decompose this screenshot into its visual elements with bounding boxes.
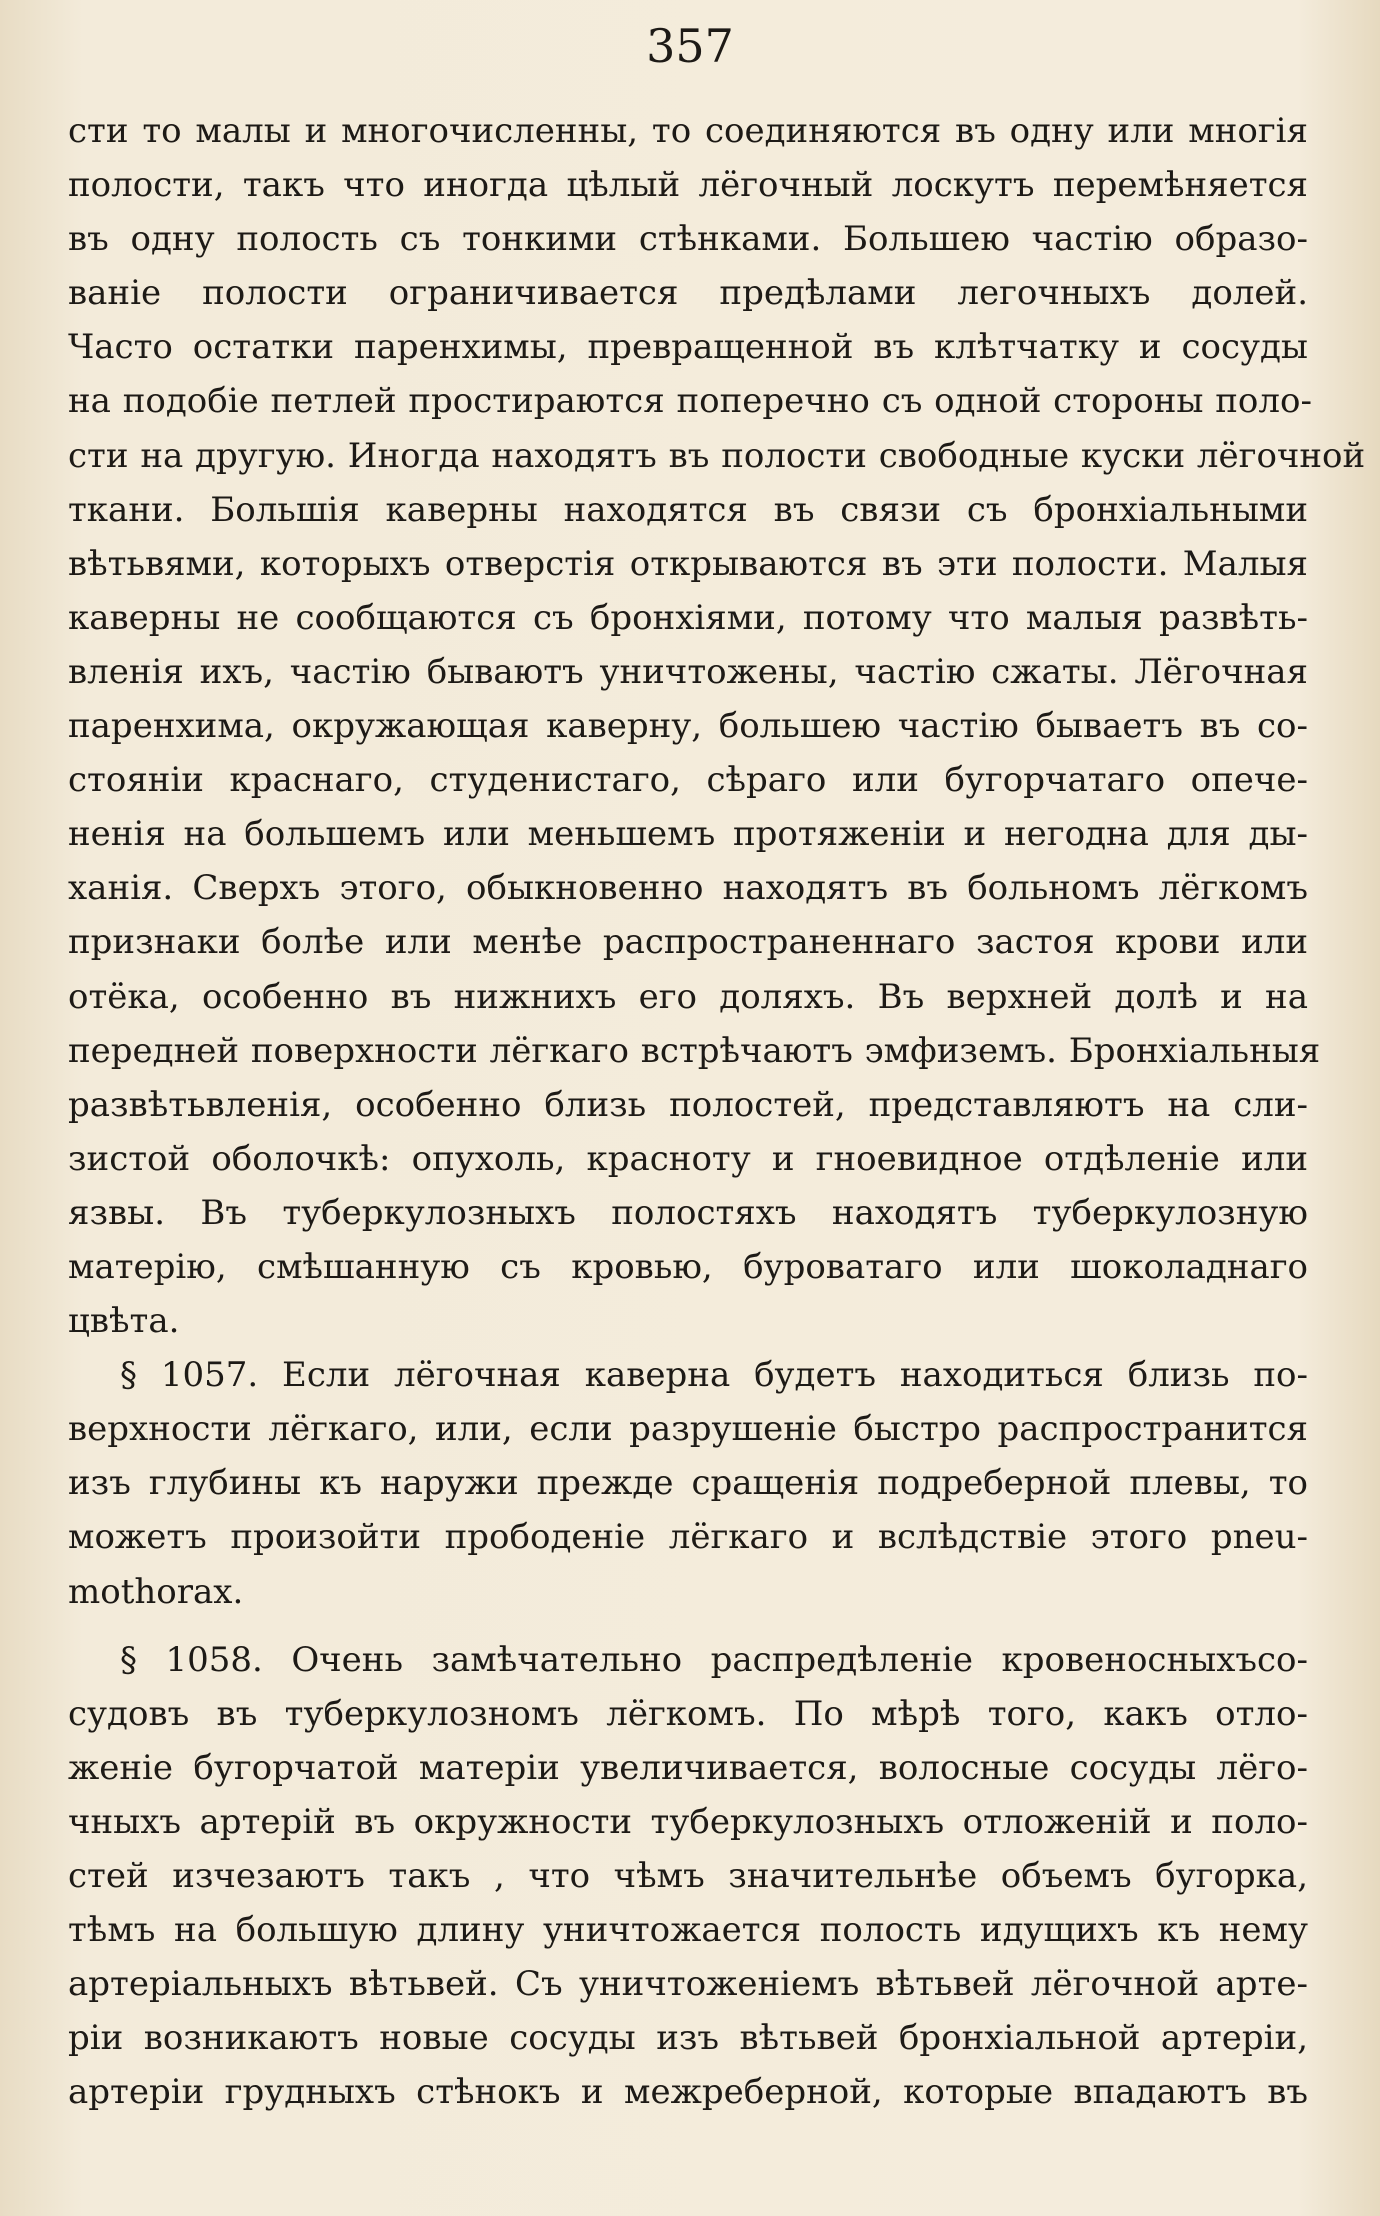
text-line: ріи возникаютъ новые сосуды изъ вѣтьвей бронхіальной артеріи, — [68, 2018, 1308, 2059]
text-line: полости, такъ что иногда цѣлый лёгочный лоскутъ перемѣняется — [68, 165, 1308, 206]
text-line: тѣмъ на большую длину уничтожается полость идущихъ къ нему — [68, 1910, 1308, 1951]
text-line: признаки болѣе или менѣе распространеннаго застоя крови или — [68, 922, 1308, 963]
text-line: верхности лёгкаго, или, если разрушеніе быстро распространится — [68, 1409, 1308, 1450]
text-line: стей изчезаютъ такъ , что чѣмъ значительнѣе объемъ бугорка, — [68, 1856, 1308, 1896]
text-line: вѣтьвями, которыхъ отверстія открываются въ эти полости. Малыя — [68, 543, 1308, 584]
text-line: mothorax. — [68, 1571, 244, 1612]
text-line: ханія. Сверхъ этого, обыкновенно находятъ въ больномъ лёгкомъ — [68, 868, 1308, 909]
text-line: женіе бугорчатой матеріи увеличивается, волосные сосуды лёго- — [68, 1747, 1308, 1788]
text-line: ткани. Большія каверны находятся въ связи съ бронхіальными — [68, 489, 1308, 530]
text-line: язвы. Въ туберкулозныхъ полостяхъ находятъ туберкулозную — [68, 1192, 1308, 1233]
text-line: сти на другую. Иногда находятъ въ полости свободные куски лёгочной — [68, 435, 1366, 476]
text-line: § 1058. Очень замѣчательно распредѣленіе кровеносныхъсо- — [120, 1639, 1308, 1680]
text-line: въ одну полость съ тонкими стѣнками. Большею частію образо- — [68, 219, 1308, 260]
text-line: ненія на большемъ или меньшемъ протяженіи и негодна для ды- — [68, 814, 1308, 855]
text-line: сти то малы и многочисленны, то соединяются въ одну или многія — [68, 111, 1308, 151]
text-line: § 1057. Если лёгочная каверна будетъ находиться близь по- — [120, 1355, 1308, 1396]
text-line: каверны не сообщаются съ бронхіями, потому что малыя развѣть- — [68, 597, 1308, 638]
text-line: развѣтьвленія, особенно близь полостей, представляютъ на сли- — [68, 1084, 1308, 1125]
paragraph-gap — [68, 1619, 1308, 1633]
text-line: Часто остатки паренхимы, превращенной въ клѣтчатку и сосуды — [68, 327, 1308, 368]
text-line: цвѣта. — [68, 1301, 180, 1342]
text-line: на подобіе петлей простираются поперечно съ одной стороны поло- — [68, 381, 1312, 422]
text-line: чныхъ артерій въ окружности туберкулозныхъ отложеній и поло- — [68, 1801, 1308, 1842]
text-line: судовъ въ туберкулозномъ лёгкомъ. По мѣрѣ того, какъ отло- — [68, 1693, 1308, 1734]
text-line: зистой оболочкѣ: опухоль, красноту и гноевидное отдѣленіе или — [68, 1138, 1308, 1179]
text-line: вленія ихъ, частію бываютъ уничтожены, частію сжаты. Лёгочная — [68, 651, 1308, 692]
text-line: ваніе полости ограничивается предѣлами легочныхъ долей. — [68, 273, 1308, 314]
text-line: паренхима, окружающая каверну, большею частію бываетъ въ со- — [68, 706, 1308, 747]
text-line: артеріи грудныхъ стѣнокъ и межреберной, которые впадаютъ въ — [68, 2072, 1308, 2113]
text-line: артеріальныхъ вѣтьвей. Съ уничтоженіемъ вѣтьвей лёгочной арте- — [68, 1964, 1308, 2005]
text-line: изъ глубины къ наружи прежде сращенія подреберной плевы, то — [68, 1463, 1308, 1504]
text-line: матерію, смѣшанную съ кровью, буроватаго или шоколаднаго — [68, 1246, 1308, 1287]
page-number: 357 — [646, 19, 734, 73]
text-line: отёка, особенно въ нижнихъ его доляхъ. Въ верхней долѣ и на — [68, 976, 1308, 1017]
body-text — [68, 104, 1366, 2119]
text-line: можетъ произойти прободеніе лёгкаго и вслѣдствіе этого pneu- — [68, 1517, 1308, 1558]
text-line: передней поверхности лёгкаго встрѣчаютъ эмфиземъ. Бронхіальныя — [68, 1030, 1321, 1071]
text-line: стояніи краснаго, студенистаго, сѣраго или бугорчатаго опече- — [68, 760, 1308, 801]
